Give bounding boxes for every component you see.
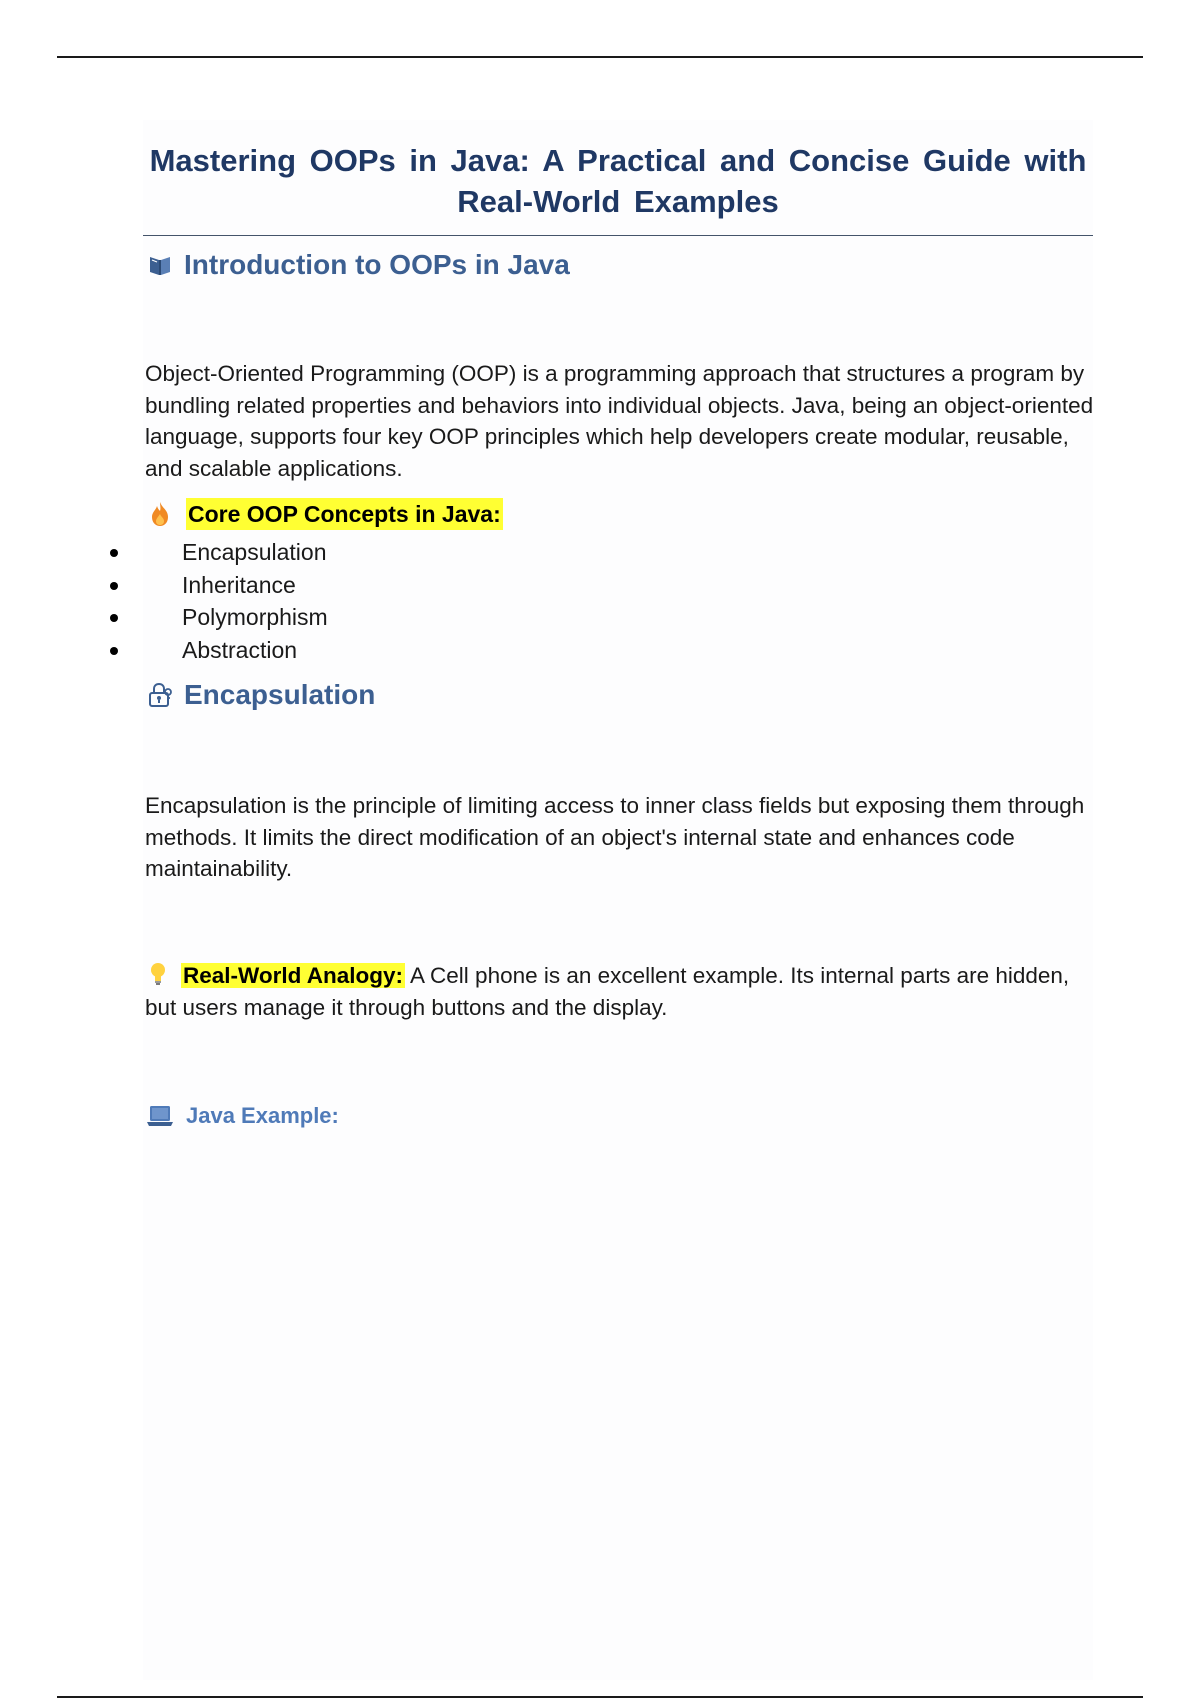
lock-icon <box>146 681 174 709</box>
bottom-page-rule <box>57 1696 1143 1698</box>
analogy-label: Real-World Analogy: <box>183 963 404 988</box>
analogy-text: A Cell phone is an excellent example. Its internal parts are hidden, but users manage it through buttons and the display. <box>145 963 1070 1020</box>
encapsulation-paragraph: Encapsulation is the principle of limiting access to inner class fields but exposing them through methods. It limits the direct modification of an object's internal state and enhances code maintainability. <box>145 793 1085 881</box>
content-area <box>143 120 1093 1680</box>
java-example-heading <box>146 1101 339 1131</box>
title-underline <box>143 235 1093 236</box>
encapsulation-heading-text: Encapsulation <box>184 679 376 710</box>
lightbulb-icon <box>145 961 171 987</box>
laptop-icon <box>146 1102 174 1130</box>
bullet-icon <box>110 614 118 622</box>
top-page-rule <box>57 56 1143 58</box>
core-concepts-label: Core OOP Concepts in Java: <box>186 498 503 530</box>
bullet-icon <box>110 647 118 655</box>
fire-icon <box>146 500 174 528</box>
java-example-heading-text: Java Example: <box>186 1103 339 1128</box>
open-book-icon <box>146 251 174 279</box>
bullet-icon <box>110 549 118 557</box>
document-title: Mastering OOPs in Java: A Practical and Concise Guide with Real-World Examples <box>149 143 1087 219</box>
bullet-icon <box>110 582 118 590</box>
encapsulation-heading <box>146 678 375 712</box>
core-concepts-heading <box>146 498 503 530</box>
intro-paragraph: Object-Oriented Programming (OOP) is a programming approach that structures a program by bundling related properties and behaviors into individual objects. Java, being an object-oriented language, supports four key OOP principles which help developers create modular, reusable, and scalable applications. <box>145 361 1094 481</box>
analogy-paragraph <box>145 960 1100 1023</box>
intro-heading-text: Introduction to OOPs in Java <box>184 249 570 280</box>
intro-heading <box>146 248 570 282</box>
